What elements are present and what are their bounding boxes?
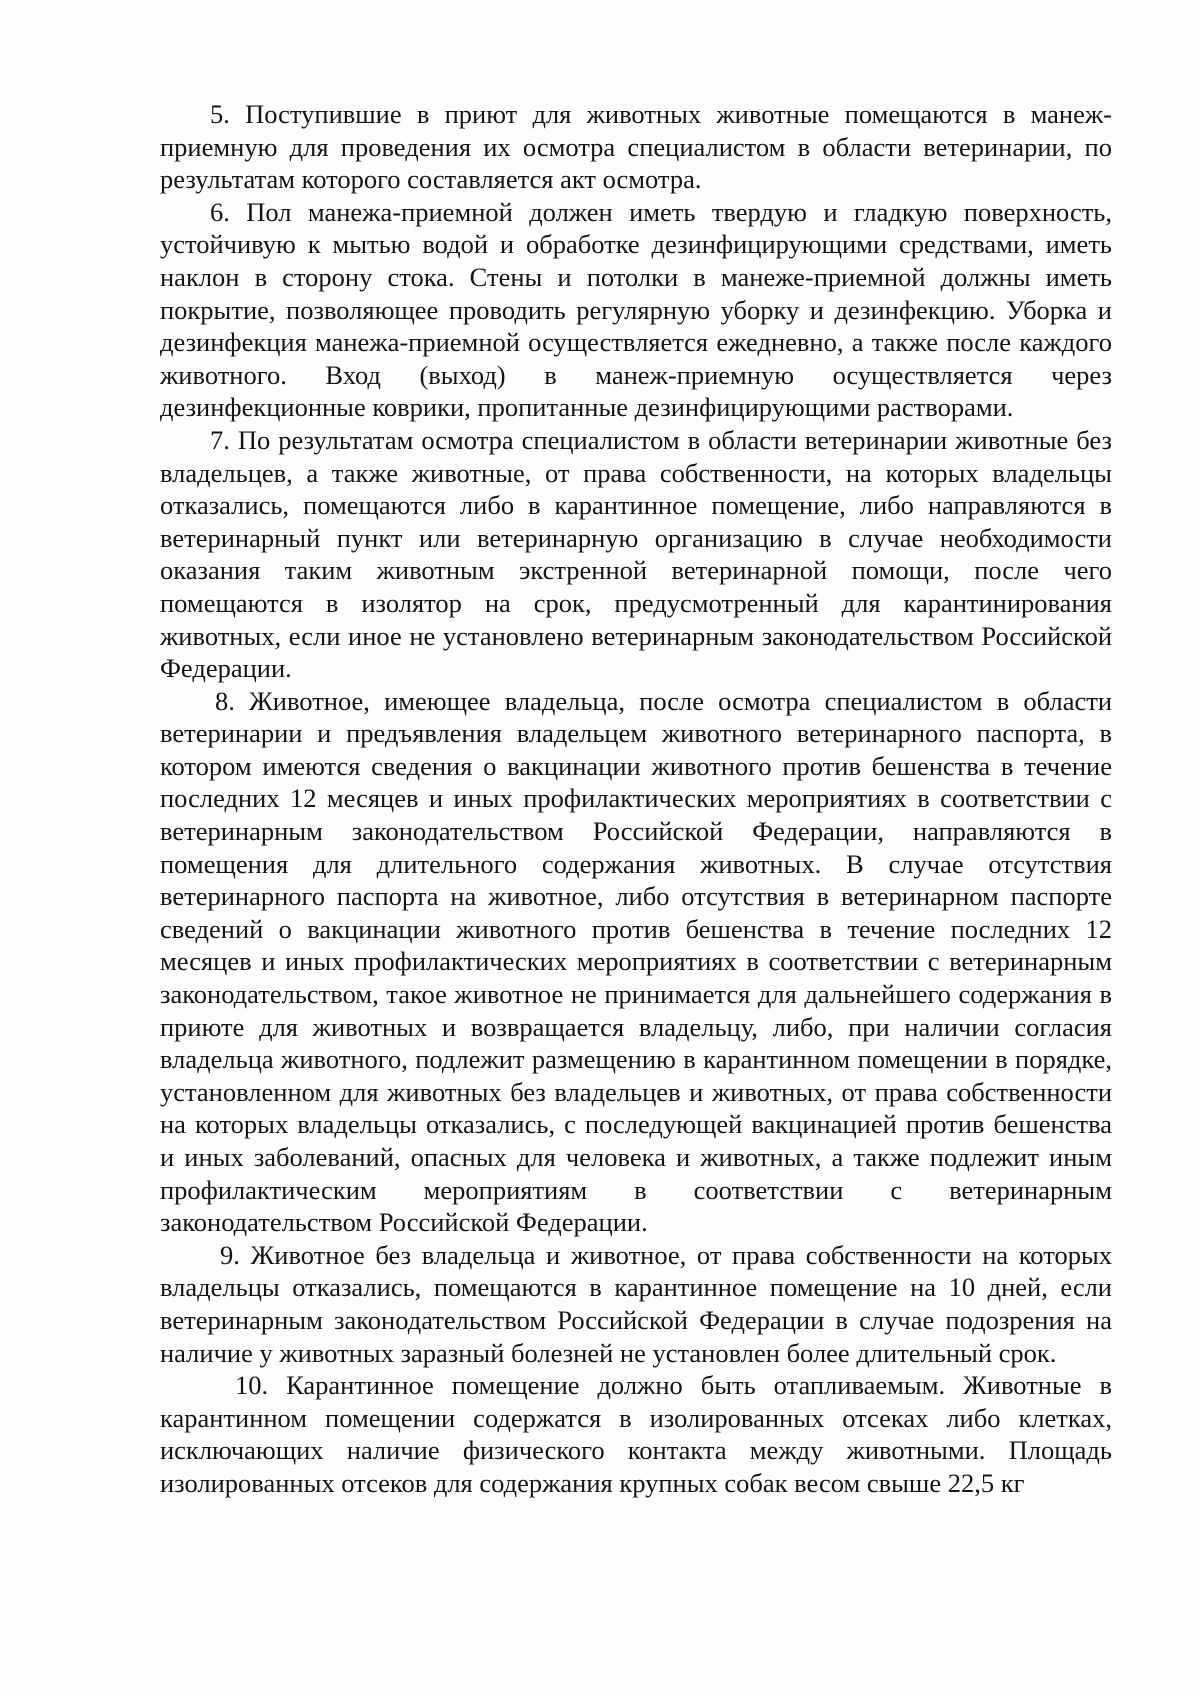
paragraph-10: 10. Карантинное помещение должно быть отапливаемым. Животные в карантинном помещении содержатся в изолированных отсеках либо клетках, исключающих наличие физического контакта между животными. Площадь изолированных отсеков для содержания крупных собак весом свыше 22,5 кг	[160, 1370, 1112, 1498]
paragraph-7: 7. По результатам осмотра специалистом в области ветеринарии животные без владельцев, а также животные, от права собственности, на которых владельцы отказались, помещаются либо в карантинное помещение, либо направляются в ветеринарный пункт или ветеринарную организацию в случае необходимости оказания таким животным экстренной ветеринарной помощи, после чего помещаются в изолятор на срок, предусмотренный для карантинирования животных, если иное не установлено ветеринарным законодательством Российской Федерации.	[160, 424, 1112, 684]
paragraph-9: 9. Животное без владельца и животное, от права собственности на которых владельцы отказались, помещаются в карантинное помещение на 10 дней, если ветеринарным законодательством Российской Федерации в случае подозрения на наличие у животных заразный болезней не установлен более длительный срок.	[160, 1239, 1112, 1368]
paragraph-8: 8. Животное, имеющее владельца, после осмотра специалистом в области ветеринарии и предъявления владельцем животного ветеринарного паспорта, в котором имеются сведения о вакцинации животного против бешенства в течение последних 12 месяцев и иных профилактических мероприятиях в соответствии с ветеринарным законодательством Российской Федерации, направляются в помещения для длительного содержания животных. В случае отсутствия ветеринарного паспорта на животное, либо отсутствия в ветеринарном паспорте сведений о вакцинации животного против бешенства в течение последних 12 месяцев и иных профилактических мероприятиях в соответствии с ветеринарным законодательством, такое животное не принимается для дальнейшего содержания в приюте для животных и возвращается владельцу, либо, при наличии согласия владельца животного, подлежит размещению в карантинном помещении в порядке, установленном для животных без владельцев и животных, от права собственности на которых владельцы отказались, с последующей вакцинацией против бешенства и иных заболеваний, опасных для человека и животных, а также подлежит иным профилактическим мероприятиям в соответствии с ветеринарным законодательством Российской Федерации.	[160, 685, 1112, 1238]
paragraph-6: 6. Пол манежа-приемной должен иметь твердую и гладкую поверхность, устойчивую к мытью водой и обработке дезинфицирующими средствами, иметь наклон в сторону стока. Стены и потолки в манеже-приемной должны иметь покрытие, позволяющее проводить регулярную уборку и дезинфекцию. Уборка и дезинфекция манежа-приемной осуществляется ежедневно, а также после каждого животного. Вход (выход) в манеж-приемную осуществляется через дезинфекционные коврики, пропитанные дезинфицирующими растворами.	[160, 196, 1112, 423]
paragraph-5: 5. Поступившие в приют для животных животные помещаются в манеж-приемную для проведения их осмотра специалистом в области ветеринарии, по результатам которого составляется акт осмотра.	[160, 99, 1112, 195]
document-body	[160, 98, 1112, 1500]
